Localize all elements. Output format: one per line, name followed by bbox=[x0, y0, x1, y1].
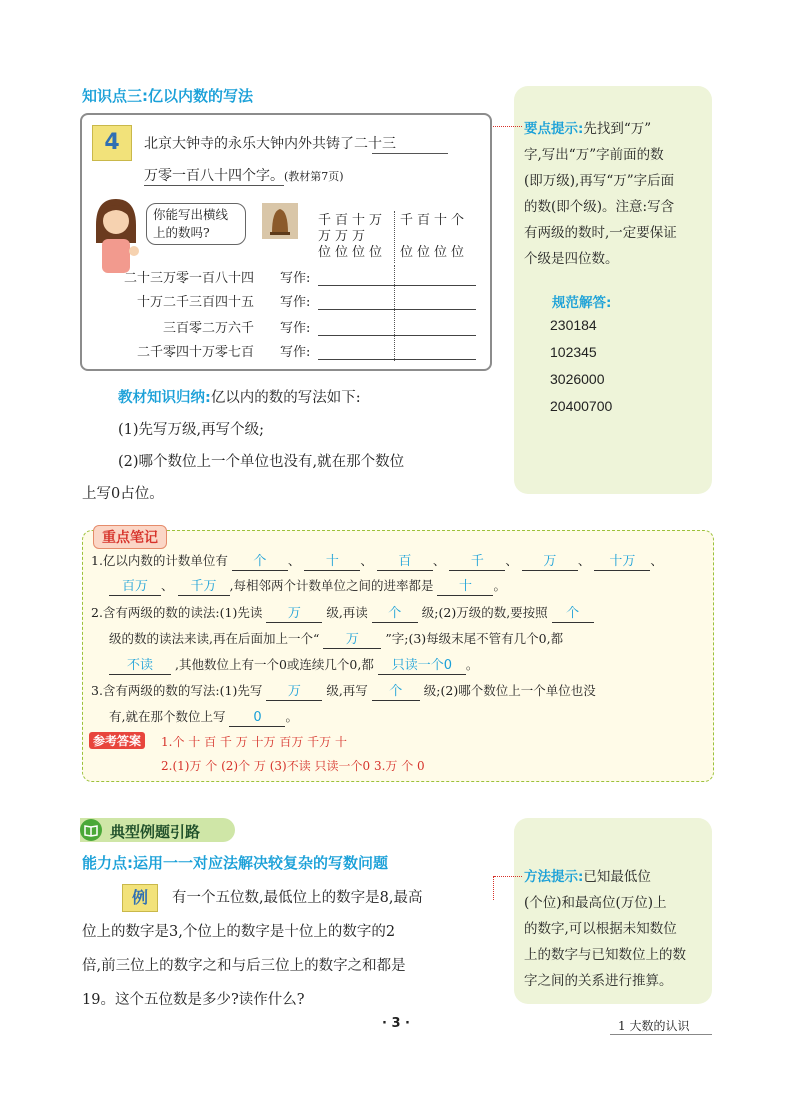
example-source: (教材第7页) bbox=[284, 170, 344, 183]
fill-unit: 个 bbox=[232, 554, 288, 571]
note-text: 级;(2)哪个数位上一个单位也没 bbox=[423, 683, 596, 698]
example-number-badge: 4 bbox=[92, 125, 132, 161]
note-line-3 bbox=[109, 629, 563, 649]
summary-point: (1)先写万级,再写个级; bbox=[118, 422, 265, 438]
sep: 、 bbox=[161, 578, 174, 593]
bell-photo bbox=[262, 203, 298, 239]
tip2-line: (个位)和最高位(万位)上 bbox=[524, 895, 667, 911]
place-char: 万 bbox=[369, 213, 383, 228]
note-line-6 bbox=[109, 707, 298, 727]
summary-point: 上写0占位。 bbox=[82, 486, 164, 502]
tip1-label: 要点提示: bbox=[524, 121, 584, 137]
underline-2 bbox=[144, 185, 284, 186]
problem-line: 位上的数字是3,个位上的数字是十位上的数字的2 bbox=[82, 924, 396, 940]
place-divider-2 bbox=[394, 265, 395, 361]
example-badge: 例 bbox=[122, 884, 158, 912]
place-char: 万 bbox=[318, 229, 332, 244]
summary-point: (2)哪个数位上一个单位也没有,就在那个数位 bbox=[118, 454, 405, 470]
place-char: 位 bbox=[451, 245, 465, 260]
note-line-5 bbox=[91, 681, 596, 701]
period: 。 bbox=[285, 709, 298, 724]
page-number: · 3 · bbox=[382, 1016, 410, 1031]
tip2-line: 上的数字与已知数位上的数 bbox=[524, 947, 686, 963]
answer-line-1: 1.个 十 百 千 万 十万 百万 千万 十 bbox=[161, 735, 347, 749]
place-char: 万 bbox=[335, 229, 349, 244]
fill-unit: 百万 bbox=[109, 579, 161, 596]
section-heading: 知识点三:亿以内数的写法 bbox=[82, 87, 253, 105]
answer-value: 230184 bbox=[550, 317, 597, 333]
place-char: 位 bbox=[335, 245, 349, 260]
sep: 、 bbox=[287, 553, 301, 568]
example-text-line2-main: 万零一百八十四个字。 bbox=[144, 168, 284, 184]
tip2-line: 已知最低位 bbox=[583, 869, 651, 885]
fill-unit: 千万 bbox=[178, 579, 230, 596]
tip1-line: 字,写出“万”字前面的数 bbox=[524, 147, 664, 163]
summary-label: 教材知识归纳: bbox=[118, 390, 211, 406]
footer-rule bbox=[610, 1034, 712, 1035]
tip2-connector bbox=[494, 876, 522, 877]
place-char: 位 bbox=[369, 245, 383, 260]
note-text: 3.含有两级的数的写法:(1)先写 bbox=[91, 683, 263, 698]
answer-value: 20400700 bbox=[550, 398, 613, 414]
summary-text: 亿以内的数的写法如下: bbox=[210, 390, 361, 406]
answer-blank[interactable] bbox=[318, 335, 476, 336]
sep: 、 bbox=[505, 553, 518, 568]
fill-blank: 万 bbox=[266, 684, 322, 701]
place-char: 位 bbox=[318, 245, 332, 260]
note-line-1 bbox=[91, 551, 663, 571]
period: 。 bbox=[493, 578, 506, 593]
note-line-2 bbox=[91, 603, 594, 623]
period: 。 bbox=[465, 657, 479, 672]
answer-line-2: 2.(1)万 个 (2)个 万 (3)不读 只读一个0 3.万 个 0 bbox=[161, 759, 425, 773]
tip1-connector bbox=[490, 126, 522, 127]
note-line-1b bbox=[109, 576, 506, 596]
tip-panel-1 bbox=[514, 86, 712, 494]
tip1-line: 有两级的数时,一定要保证 bbox=[524, 225, 677, 241]
place-char: 十 bbox=[434, 213, 448, 228]
sep: 、 bbox=[360, 553, 373, 568]
fill-blank: 不读 bbox=[109, 658, 171, 675]
ability-heading: 能力点:运用一一对应法解决较复杂的写数问题 bbox=[82, 854, 389, 872]
fill-blank: 个 bbox=[552, 606, 594, 623]
answer-value: 3026000 bbox=[550, 371, 605, 387]
book-icon bbox=[80, 819, 102, 841]
note-text: 有,就在那个数位上写 bbox=[109, 709, 226, 724]
sep: 、 bbox=[577, 553, 591, 568]
problem-line: 19。这个五位数是多少?读作什么? bbox=[82, 992, 305, 1008]
key-notes-box bbox=[82, 530, 714, 782]
note-text: 级,再写 bbox=[326, 683, 368, 698]
row-words: 二千零四十万零七百 bbox=[136, 345, 254, 360]
place-header-wan bbox=[318, 213, 382, 261]
example-text-line1: 北京大钟寺的永乐大钟内外共铸了二十三 bbox=[144, 136, 396, 152]
note-text: 2.含有两级的数的读法:(1)先读 bbox=[91, 605, 263, 620]
fill-blank: 万 bbox=[323, 632, 381, 649]
note-text: 级的数的读法来读,再在后面加上一个“ bbox=[109, 631, 320, 646]
note-text: ,其他数位上有一个0或连续几个0,都 bbox=[174, 657, 374, 672]
note-text: ,每相邻两个计数单位之间的进率都是 bbox=[229, 578, 434, 593]
row-words: 十万二千三百四十五 bbox=[136, 295, 254, 310]
answer-value: 102345 bbox=[550, 344, 597, 360]
answer-tag: 参考答案 bbox=[89, 732, 145, 749]
note-text: 级,再读 bbox=[326, 605, 368, 620]
fill-unit: 十万 bbox=[594, 554, 650, 571]
note-text: 级;(2)万级的数,要按照 bbox=[421, 605, 548, 620]
place-char: 位 bbox=[400, 245, 414, 260]
sep: 、 bbox=[432, 553, 446, 568]
place-divider bbox=[394, 211, 395, 263]
tip-panel-2 bbox=[514, 818, 712, 1004]
problem-line: 有一个五位数,最低位上的数字是8,最高 bbox=[172, 890, 423, 906]
problem-line: 倍,前三位上的数字之和与后三位上的数字之和都是 bbox=[82, 958, 406, 974]
tip1-line: (即万级),再写“万”字后面 bbox=[524, 173, 675, 189]
fill-blank: 个 bbox=[372, 606, 418, 623]
notes-tag: 重点笔记 bbox=[93, 525, 167, 549]
fill-blank: 万 bbox=[266, 606, 322, 623]
row-words: 二十三万零一百八十四 bbox=[123, 271, 254, 286]
example-4-box bbox=[80, 113, 492, 371]
fill-rate: 十 bbox=[437, 579, 493, 596]
speech-bubble bbox=[146, 203, 246, 245]
fill-unit: 千 bbox=[449, 554, 505, 571]
example-text-line2 bbox=[144, 165, 344, 185]
tip2-line: 的数字,可以根据未知数位 bbox=[524, 921, 677, 937]
row-words: 三百零二万六千 bbox=[162, 321, 254, 336]
answer-label: 规范解答: bbox=[552, 295, 612, 311]
place-char: 百 bbox=[417, 213, 431, 228]
sep: 、 bbox=[650, 553, 663, 568]
place-char: 位 bbox=[352, 245, 366, 260]
place-char: 个 bbox=[451, 213, 465, 228]
answer-blank[interactable] bbox=[318, 359, 476, 360]
note-line-4 bbox=[109, 655, 478, 675]
fill-unit: 百 bbox=[377, 554, 433, 571]
row-label: 写作: bbox=[280, 345, 311, 360]
place-char: 千 bbox=[318, 213, 332, 228]
place-char: 百 bbox=[335, 213, 349, 228]
girl-illustration bbox=[90, 195, 142, 277]
place-char: 十 bbox=[352, 213, 366, 228]
fill-unit: 十 bbox=[304, 554, 360, 571]
summary-line bbox=[118, 386, 361, 407]
row-label: 写作: bbox=[280, 271, 311, 286]
section-title: 典型例题引路 bbox=[110, 823, 201, 841]
note-text: 1.亿以内数的计数单位有 bbox=[91, 553, 228, 568]
underline-1 bbox=[372, 153, 448, 154]
row-label: 写作: bbox=[280, 295, 311, 310]
tip1-line: 先找到“万” bbox=[583, 121, 652, 137]
place-header-ge bbox=[400, 213, 464, 261]
fill-blank: 0 bbox=[229, 710, 285, 727]
chapter-label: 1 大数的认识 bbox=[618, 1019, 690, 1033]
fill-unit: 万 bbox=[522, 554, 578, 571]
fill-blank: 只读一个0 bbox=[378, 658, 466, 675]
tip1-line: 的数(即个级)。注意:写含 bbox=[524, 199, 675, 215]
bubble-line: 你能写出横线 bbox=[153, 207, 229, 222]
place-char: 位 bbox=[434, 245, 448, 260]
fill-blank: 个 bbox=[372, 684, 420, 701]
note-text: ”字;(3)每级末尾不管有几个0,都 bbox=[385, 631, 564, 646]
tip2-label: 方法提示: bbox=[524, 869, 584, 885]
place-char: 万 bbox=[352, 229, 366, 244]
answer-blank[interactable] bbox=[318, 309, 476, 310]
place-char: 位 bbox=[417, 245, 431, 260]
answer-blank[interactable] bbox=[318, 285, 476, 286]
tip1-line: 个级是四位数。 bbox=[524, 251, 619, 267]
tip2-line: 字之间的关系进行推算。 bbox=[524, 973, 673, 989]
place-char: 千 bbox=[400, 213, 414, 228]
tip2-connector-v bbox=[493, 876, 494, 900]
row-label: 写作: bbox=[280, 321, 311, 336]
bubble-line: 上的数吗? bbox=[153, 225, 210, 240]
